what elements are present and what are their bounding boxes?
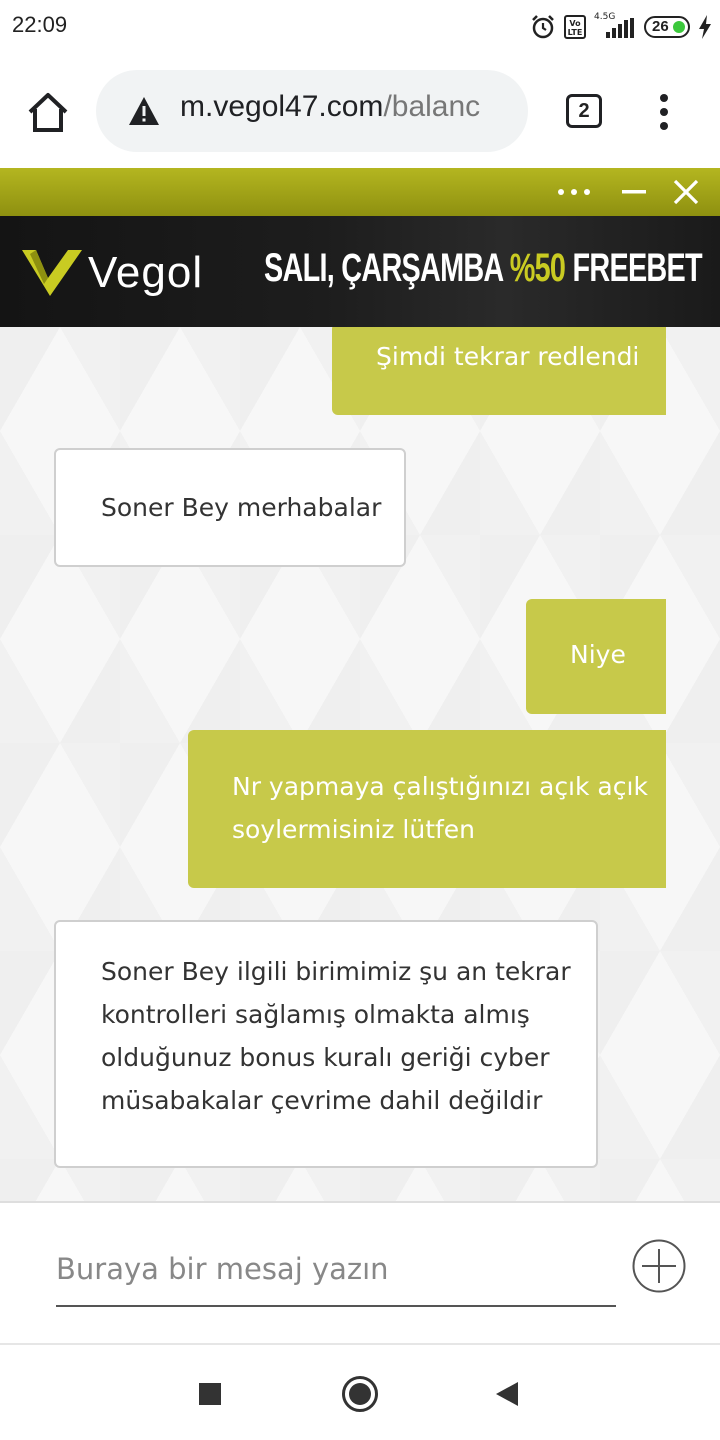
promo-banner [0, 216, 720, 327]
close-icon[interactable] [672, 178, 700, 206]
url-path: /balanc [383, 90, 481, 123]
charging-icon [698, 15, 712, 39]
vegol-logo [20, 244, 84, 300]
more-dots-icon[interactable] [556, 180, 592, 204]
browser-toolbar [0, 56, 720, 168]
message-outgoing [526, 599, 666, 714]
battery-icon [644, 16, 690, 38]
promo-end: FREEBET [565, 246, 702, 290]
message-text: Niye [570, 640, 626, 669]
message-line: kontrolleri sağlamış olmakta almış [101, 1000, 530, 1029]
home-icon[interactable] [26, 90, 70, 134]
battery-level: 26 [652, 18, 669, 35]
tabs-icon[interactable] [566, 94, 602, 128]
message-line: soylermisiniz lütfen [232, 815, 476, 844]
system-nav-bar [0, 1346, 720, 1440]
message-incoming [54, 920, 598, 1168]
not-secure-icon[interactable] [128, 96, 160, 126]
chat-window-header [0, 168, 720, 216]
add-circle-icon[interactable] [632, 1239, 686, 1293]
message-composer [0, 1201, 720, 1345]
message-incoming [54, 448, 406, 567]
message-line: Nr yapmaya çalıştığınızı açık açık [232, 772, 648, 801]
volte-icon: Vo LTE [564, 15, 586, 39]
message-input[interactable] [56, 1233, 616, 1307]
status-icons [530, 12, 712, 42]
promo-text [264, 246, 702, 291]
minimize-icon[interactable] [620, 180, 648, 204]
message-line: Soner Bey ilgili birimimiz şu an tekrar [101, 957, 571, 986]
overflow-menu-icon[interactable] [652, 92, 676, 132]
message-outgoing [188, 730, 666, 888]
status-time: 22:09 [12, 12, 68, 37]
message-text: Soner Bey merhabalar [101, 493, 382, 522]
url-host: m.vegol47.com [180, 90, 384, 123]
tab-count: 2 [578, 100, 590, 122]
home-circle-icon[interactable] [340, 1374, 380, 1414]
recents-square-icon[interactable] [190, 1374, 230, 1414]
status-bar [0, 0, 720, 56]
message-text: Şimdi tekrar redlendi [376, 342, 640, 371]
promo-main: SALI, ÇARŞAMBA [264, 246, 510, 290]
message-outgoing [332, 327, 666, 415]
promo-accent: %50 [509, 246, 566, 290]
url-bar[interactable] [96, 70, 528, 152]
signal-icon [594, 14, 636, 40]
message-line: olduğunuz bonus kuralı geriği cyber [101, 1043, 550, 1072]
brand-name: Vegol [88, 248, 204, 297]
alarm-icon [530, 14, 556, 40]
url-text [180, 90, 480, 124]
back-triangle-icon[interactable] [488, 1374, 528, 1414]
message-line: müsabakalar çevrime dahil değildir [101, 1086, 543, 1115]
network-label: 4.5G [594, 12, 616, 22]
chat-messages[interactable] [0, 327, 720, 1201]
